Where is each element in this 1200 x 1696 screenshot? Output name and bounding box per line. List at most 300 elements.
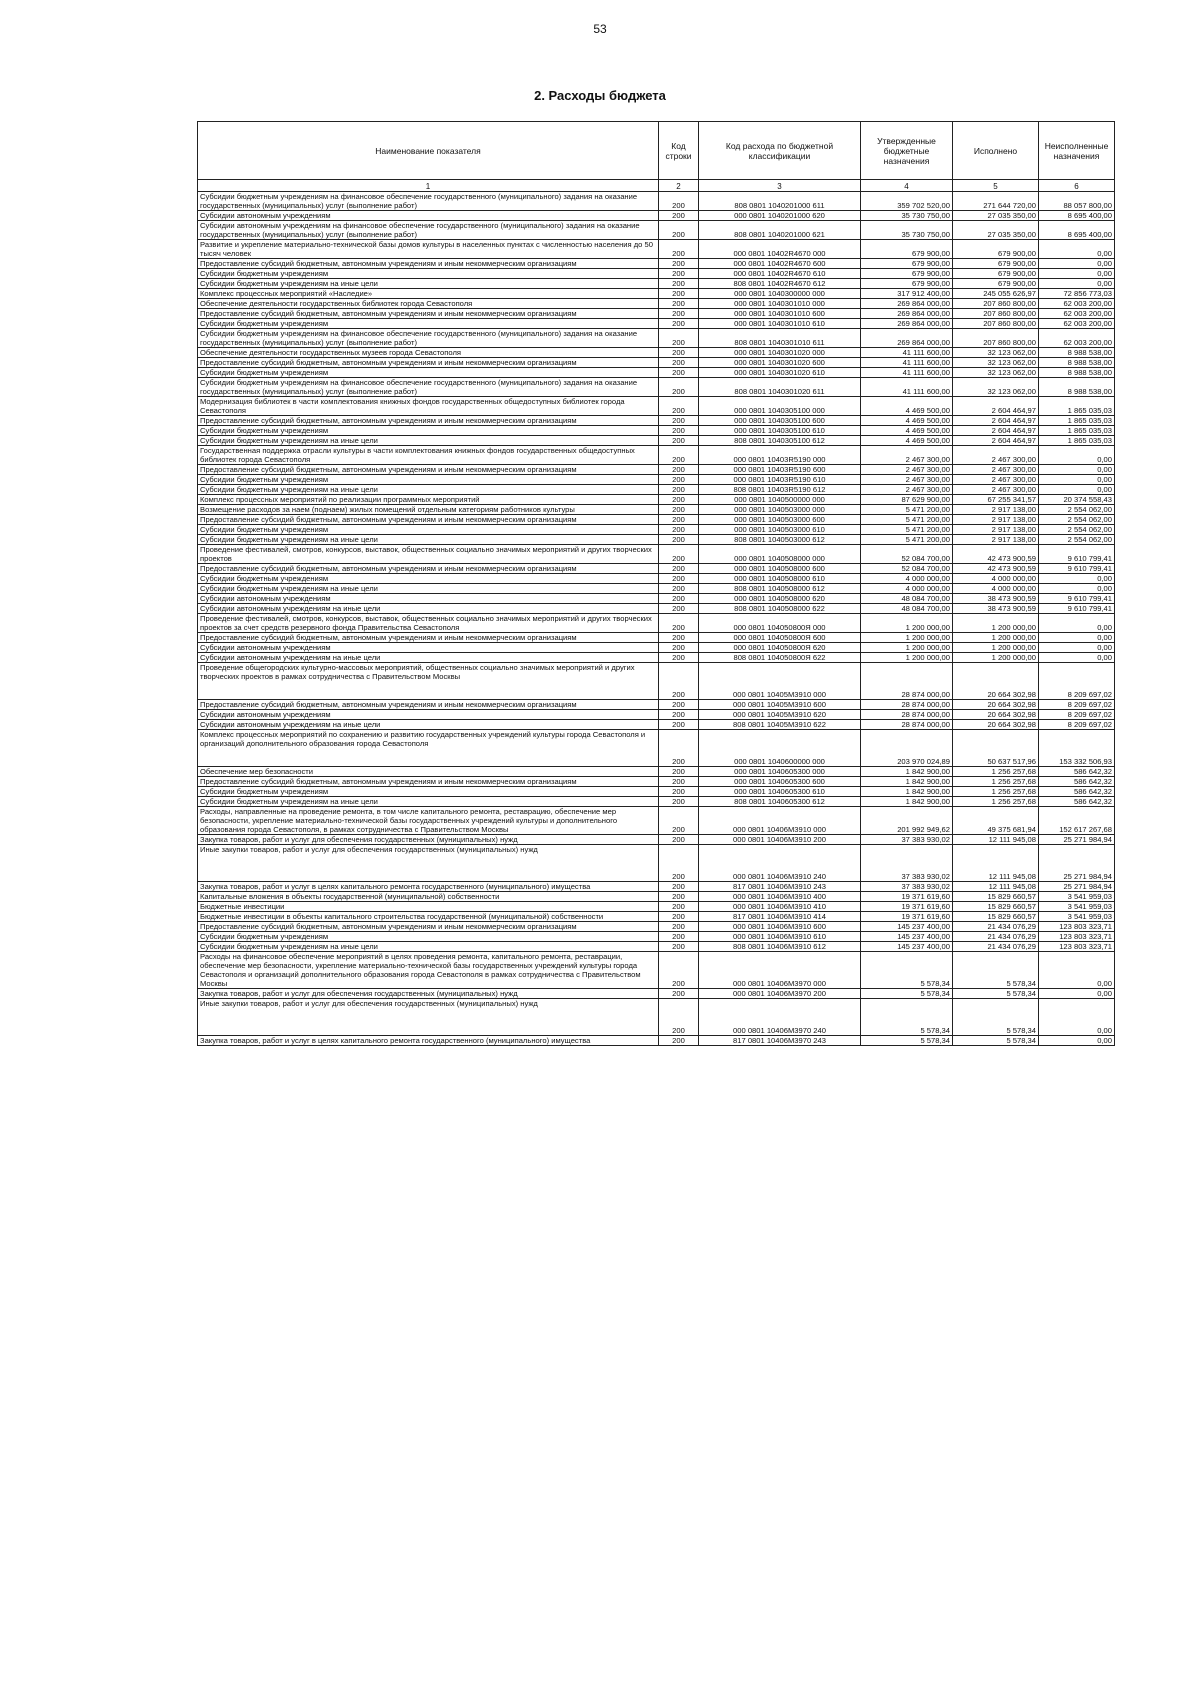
row-unexecuted-cell: 8 988 538,00 — [1039, 368, 1115, 378]
row-classification-cell: 000 0801 10406M3970 200 — [699, 989, 861, 999]
row-approved-cell: 41 111 600,00 — [861, 348, 953, 358]
row-executed-cell: 2 604 464,97 — [953, 416, 1039, 426]
row-unexecuted-cell: 0,00 — [1039, 485, 1115, 495]
row-code-cell: 200 — [659, 211, 699, 221]
row-code-cell: 200 — [659, 289, 699, 299]
row-unexecuted-cell: 0,00 — [1039, 584, 1115, 594]
row-name-cell: Расходы, направленные на проведение ремонта, в том числе капитального ремонта, реставрацию, обеспечение мер безопасности, укрепление материально-технической базы государственных учреждений культуры и дополнительного образования города Севастополя, в рамках сотрудничества с Правительством Москвы — [198, 807, 659, 835]
row-unexecuted-cell: 25 271 984,94 — [1039, 835, 1115, 845]
row-executed-cell: 2 604 464,97 — [953, 397, 1039, 416]
table-row — [198, 475, 1115, 485]
row-name-cell: Обеспечение деятельности государственных библиотек города Севастополя — [198, 299, 659, 309]
row-name-cell: Субсидии бюджетным учреждениям — [198, 426, 659, 436]
row-classification-cell: 000 0801 1040301020 600 — [699, 358, 861, 368]
row-unexecuted-cell: 586 642,32 — [1039, 787, 1115, 797]
row-code-cell: 200 — [659, 767, 699, 777]
row-name-cell: Предоставление субсидий бюджетным, автономным учреждениям и иным некоммерческим организациям — [198, 777, 659, 787]
row-approved-cell: 41 111 600,00 — [861, 378, 953, 397]
row-name-cell: Развитие и укрепление материально-технической базы домов культуры в населенных пунктах с численностью населения до 50 тысяч человек — [198, 240, 659, 259]
row-approved-cell: 5 578,34 — [861, 989, 953, 999]
row-executed-cell: 207 860 800,00 — [953, 309, 1039, 319]
row-classification-cell: 000 0801 1040301010 610 — [699, 319, 861, 329]
table-row — [198, 787, 1115, 797]
row-name-cell: Субсидии бюджетным учреждениям — [198, 368, 659, 378]
row-code-cell: 200 — [659, 653, 699, 663]
row-approved-cell: 37 383 930,02 — [861, 882, 953, 892]
row-approved-cell: 5 471 200,00 — [861, 515, 953, 525]
table-row — [198, 505, 1115, 515]
row-classification-cell: 808 0801 10403R5190 612 — [699, 485, 861, 495]
row-unexecuted-cell: 0,00 — [1039, 465, 1115, 475]
row-classification-cell: 000 0801 10405M3910 600 — [699, 700, 861, 710]
table-row — [198, 912, 1115, 922]
row-unexecuted-cell: 1 865 035,03 — [1039, 416, 1115, 426]
table-row — [198, 653, 1115, 663]
column-number: 4 — [861, 180, 953, 192]
row-approved-cell: 4 469 500,00 — [861, 426, 953, 436]
row-executed-cell: 1 200 000,00 — [953, 633, 1039, 643]
expenses-table — [197, 121, 1115, 1046]
row-approved-cell: 2 467 300,00 — [861, 485, 953, 495]
row-approved-cell: 2 467 300,00 — [861, 475, 953, 485]
row-classification-cell: 808 0801 104050800Я 622 — [699, 653, 861, 663]
row-classification-cell: 000 0801 1040508000 620 — [699, 594, 861, 604]
row-approved-cell: 2 467 300,00 — [861, 465, 953, 475]
table-row — [198, 663, 1115, 700]
table-row — [198, 604, 1115, 614]
row-name-cell: Закупка товаров, работ и услуг в целях капитального ремонта государственного (муниципального) имущества — [198, 882, 659, 892]
table-row — [198, 574, 1115, 584]
row-approved-cell: 269 864 000,00 — [861, 299, 953, 309]
row-classification-cell: 808 0801 1040605300 612 — [699, 797, 861, 807]
row-unexecuted-cell: 586 642,32 — [1039, 767, 1115, 777]
table-row — [198, 902, 1115, 912]
row-classification-cell: 000 0801 1040605300 000 — [699, 767, 861, 777]
table-row — [198, 397, 1115, 416]
table-row — [198, 309, 1115, 319]
row-classification-cell: 000 0801 1040508000 000 — [699, 545, 861, 564]
table-row — [198, 922, 1115, 932]
row-unexecuted-cell: 8 209 697,02 — [1039, 710, 1115, 720]
row-executed-cell: 2 604 464,97 — [953, 436, 1039, 446]
row-approved-cell: 4 000 000,00 — [861, 584, 953, 594]
column-number: 2 — [659, 180, 699, 192]
row-code-cell: 200 — [659, 594, 699, 604]
row-classification-cell: 000 0801 10406M3910 410 — [699, 902, 861, 912]
table-row — [198, 777, 1115, 787]
column-number-row — [198, 180, 1115, 192]
row-name-cell: Предоставление субсидий бюджетным, автономным учреждениям и иным некоммерческим организациям — [198, 922, 659, 932]
row-classification-cell: 808 0801 1040201000 621 — [699, 221, 861, 240]
row-approved-cell: 317 912 400,00 — [861, 289, 953, 299]
row-name-cell: Предоставление субсидий бюджетным, автономным учреждениям и иным некоммерческим организациям — [198, 564, 659, 574]
header-classification: Код расхода по бюджетной классификации — [699, 122, 861, 180]
row-code-cell: 200 — [659, 787, 699, 797]
row-approved-cell: 5 471 200,00 — [861, 505, 953, 515]
row-unexecuted-cell: 62 003 200,00 — [1039, 299, 1115, 309]
table-row — [198, 932, 1115, 942]
row-approved-cell: 679 900,00 — [861, 240, 953, 259]
row-name-cell: Проведение общегородских культурно-массовых мероприятий, общественных социально значимых мероприятий и других творческих проектов в рамках сотрудничества с Правительством Москвы — [198, 663, 659, 700]
row-name-cell: Предоставление субсидий бюджетным, автономным учреждениям и иным некоммерческим организациям — [198, 515, 659, 525]
row-unexecuted-cell: 0,00 — [1039, 475, 1115, 485]
row-executed-cell: 12 111 945,08 — [953, 882, 1039, 892]
row-code-cell: 200 — [659, 835, 699, 845]
row-classification-cell: 000 0801 10402R4670 000 — [699, 240, 861, 259]
row-unexecuted-cell: 0,00 — [1039, 633, 1115, 643]
row-executed-cell: 1 256 257,68 — [953, 767, 1039, 777]
table-row — [198, 535, 1115, 545]
row-executed-cell: 1 256 257,68 — [953, 787, 1039, 797]
table-row — [198, 495, 1115, 505]
row-name-cell: Закупка товаров, работ и услуг для обеспечения государственных (муниципальных) нужд — [198, 835, 659, 845]
row-executed-cell: 42 473 900,59 — [953, 545, 1039, 564]
row-code-cell: 200 — [659, 446, 699, 465]
row-code-cell: 200 — [659, 989, 699, 999]
row-classification-cell: 808 0801 1040305100 612 — [699, 436, 861, 446]
row-executed-cell: 2 604 464,97 — [953, 426, 1039, 436]
row-unexecuted-cell: 2 554 062,00 — [1039, 505, 1115, 515]
row-executed-cell: 32 123 062,00 — [953, 358, 1039, 368]
row-unexecuted-cell: 72 856 773,03 — [1039, 289, 1115, 299]
row-executed-cell: 2 467 300,00 — [953, 475, 1039, 485]
row-code-cell: 200 — [659, 797, 699, 807]
table-row — [198, 584, 1115, 594]
row-executed-cell: 32 123 062,00 — [953, 348, 1039, 358]
row-executed-cell: 679 900,00 — [953, 269, 1039, 279]
row-executed-cell: 38 473 900,59 — [953, 594, 1039, 604]
row-unexecuted-cell: 8 209 697,02 — [1039, 720, 1115, 730]
row-code-cell: 200 — [659, 240, 699, 259]
row-executed-cell: 2 917 138,00 — [953, 505, 1039, 515]
row-name-cell: Субсидии автономным учреждениям на иные цели — [198, 604, 659, 614]
row-unexecuted-cell: 0,00 — [1039, 259, 1115, 269]
row-code-cell: 200 — [659, 777, 699, 787]
row-unexecuted-cell: 62 003 200,00 — [1039, 319, 1115, 329]
row-classification-cell: 000 0801 1040301020 000 — [699, 348, 861, 358]
row-unexecuted-cell: 1 865 035,03 — [1039, 397, 1115, 416]
row-unexecuted-cell: 8 209 697,02 — [1039, 663, 1115, 700]
row-executed-cell: 5 578,34 — [953, 1036, 1039, 1046]
header-executed: Исполнено — [953, 122, 1039, 180]
row-executed-cell: 271 644 720,00 — [953, 192, 1039, 211]
row-executed-cell: 207 860 800,00 — [953, 319, 1039, 329]
row-executed-cell: 21 434 076,29 — [953, 932, 1039, 942]
table-row — [198, 378, 1115, 397]
row-name-cell: Субсидии автономным учреждениям на иные цели — [198, 720, 659, 730]
row-name-cell: Комплекс процессных мероприятий по реализации программных мероприятий — [198, 495, 659, 505]
row-approved-cell: 35 730 750,00 — [861, 221, 953, 240]
row-code-cell: 200 — [659, 942, 699, 952]
row-classification-cell: 000 0801 1040503000 600 — [699, 515, 861, 525]
row-code-cell: 200 — [659, 730, 699, 767]
row-classification-cell: 808 0801 10405M3910 622 — [699, 720, 861, 730]
row-approved-cell: 1 842 900,00 — [861, 777, 953, 787]
row-unexecuted-cell: 123 803 323,71 — [1039, 932, 1115, 942]
row-name-cell: Субсидии бюджетным учреждениям на иные цели — [198, 584, 659, 594]
row-approved-cell: 4 469 500,00 — [861, 397, 953, 416]
row-name-cell: Субсидии бюджетным учреждениям на иные цели — [198, 942, 659, 952]
row-executed-cell: 21 434 076,29 — [953, 922, 1039, 932]
table-row — [198, 348, 1115, 358]
row-unexecuted-cell: 0,00 — [1039, 1036, 1115, 1046]
row-approved-cell: 28 874 000,00 — [861, 663, 953, 700]
table-row — [198, 329, 1115, 348]
row-name-cell: Предоставление субсидий бюджетным, автономным учреждениям и иным некоммерческим организациям — [198, 259, 659, 269]
row-name-cell: Модернизация библиотек в части комплектования книжных фондов государственных общедоступных библиотек города Севастополя — [198, 397, 659, 416]
table-row — [198, 446, 1115, 465]
table-row — [198, 240, 1115, 259]
row-code-cell: 200 — [659, 309, 699, 319]
row-code-cell: 200 — [659, 426, 699, 436]
row-unexecuted-cell: 8 988 538,00 — [1039, 378, 1115, 397]
row-approved-cell: 48 084 700,00 — [861, 604, 953, 614]
row-classification-cell: 817 0801 10406M3910 243 — [699, 882, 861, 892]
row-code-cell: 200 — [659, 505, 699, 515]
row-classification-cell: 000 0801 1040305100 000 — [699, 397, 861, 416]
row-classification-cell: 817 0801 10406M3970 243 — [699, 1036, 861, 1046]
row-approved-cell: 48 084 700,00 — [861, 594, 953, 604]
row-unexecuted-cell: 9 610 799,41 — [1039, 604, 1115, 614]
row-unexecuted-cell: 1 865 035,03 — [1039, 436, 1115, 446]
table-row — [198, 465, 1115, 475]
row-name-cell: Субсидии автономным учреждениям — [198, 211, 659, 221]
row-code-cell: 200 — [659, 999, 699, 1036]
row-code-cell: 200 — [659, 604, 699, 614]
row-approved-cell: 37 383 930,02 — [861, 845, 953, 882]
row-code-cell: 200 — [659, 535, 699, 545]
table-row — [198, 485, 1115, 495]
row-classification-cell: 000 0801 10406M3970 000 — [699, 952, 861, 989]
row-approved-cell: 52 084 700,00 — [861, 545, 953, 564]
row-unexecuted-cell: 2 554 062,00 — [1039, 525, 1115, 535]
row-code-cell: 200 — [659, 279, 699, 289]
row-code-cell: 200 — [659, 378, 699, 397]
table-row — [198, 368, 1115, 378]
row-code-cell: 200 — [659, 710, 699, 720]
row-approved-cell: 5 471 200,00 — [861, 535, 953, 545]
row-classification-cell: 000 0801 1040605300 600 — [699, 777, 861, 787]
row-code-cell: 200 — [659, 358, 699, 368]
row-approved-cell: 1 200 000,00 — [861, 643, 953, 653]
row-executed-cell: 20 664 302,98 — [953, 710, 1039, 720]
row-classification-cell: 808 0801 1040301010 611 — [699, 329, 861, 348]
row-approved-cell: 87 629 900,00 — [861, 495, 953, 505]
table-row — [198, 426, 1115, 436]
row-approved-cell: 145 237 400,00 — [861, 922, 953, 932]
row-name-cell: Субсидии бюджетным учреждениям — [198, 475, 659, 485]
row-classification-cell: 000 0801 1040503000 000 — [699, 505, 861, 515]
row-approved-cell: 201 992 949,62 — [861, 807, 953, 835]
row-classification-cell: 808 0801 10406M3910 612 — [699, 942, 861, 952]
row-classification-cell: 000 0801 10406M3970 240 — [699, 999, 861, 1036]
row-approved-cell: 269 864 000,00 — [861, 329, 953, 348]
row-name-cell: Закупка товаров, работ и услуг в целях капитального ремонта государственного (муниципального) имущества — [198, 1036, 659, 1046]
row-name-cell: Проведение фестивалей, смотров, конкурсов, выставок, общественных социально значимых мероприятий и других творческих проектов за счет средств резервного фонда Правительства Севастополя — [198, 614, 659, 633]
table-row — [198, 710, 1115, 720]
row-executed-cell: 2 467 300,00 — [953, 485, 1039, 495]
row-executed-cell: 5 578,34 — [953, 999, 1039, 1036]
row-unexecuted-cell: 0,00 — [1039, 614, 1115, 633]
row-unexecuted-cell: 586 642,32 — [1039, 777, 1115, 787]
row-executed-cell: 2 917 138,00 — [953, 515, 1039, 525]
row-code-cell: 200 — [659, 192, 699, 211]
row-code-cell: 200 — [659, 952, 699, 989]
header-name: Наименование показателя — [198, 122, 659, 180]
row-unexecuted-cell: 0,00 — [1039, 952, 1115, 989]
row-classification-cell: 808 0801 1040301020 611 — [699, 378, 861, 397]
row-name-cell: Субсидии бюджетным учреждениям на финансовое обеспечение государственного (муниципального) задания на оказание государственных (муниципальных) услуг (выполнение работ) — [198, 378, 659, 397]
row-executed-cell: 1 200 000,00 — [953, 614, 1039, 633]
row-classification-cell: 000 0801 10403R5190 600 — [699, 465, 861, 475]
row-code-cell: 200 — [659, 545, 699, 564]
row-name-cell: Возмещение расходов за наем (поднаем) жилых помещений отдельным категориям работников культуры — [198, 505, 659, 515]
row-classification-cell: 000 0801 10406M3910 610 — [699, 932, 861, 942]
row-unexecuted-cell: 25 271 984,94 — [1039, 845, 1115, 882]
row-name-cell: Субсидии бюджетным учреждениям на иные цели — [198, 485, 659, 495]
row-code-cell: 200 — [659, 416, 699, 426]
row-code-cell: 200 — [659, 485, 699, 495]
row-name-cell: Иные закупки товаров, работ и услуг для обеспечения государственных (муниципальных) нужд — [198, 999, 659, 1036]
row-classification-cell: 000 0801 10402R4670 610 — [699, 269, 861, 279]
row-classification-cell: 000 0801 1040301010 600 — [699, 309, 861, 319]
row-classification-cell: 000 0801 10406M3910 000 — [699, 807, 861, 835]
row-classification-cell: 000 0801 10405M3910 620 — [699, 710, 861, 720]
table-row — [198, 289, 1115, 299]
row-approved-cell: 1 200 000,00 — [861, 614, 953, 633]
row-unexecuted-cell: 8 209 697,02 — [1039, 700, 1115, 710]
row-unexecuted-cell: 0,00 — [1039, 279, 1115, 289]
row-classification-cell: 000 0801 10406M3910 240 — [699, 845, 861, 882]
row-executed-cell: 2 917 138,00 — [953, 535, 1039, 545]
row-executed-cell: 2 467 300,00 — [953, 446, 1039, 465]
row-executed-cell: 42 473 900,59 — [953, 564, 1039, 574]
row-classification-cell: 000 0801 10403R5190 610 — [699, 475, 861, 485]
table-row — [198, 767, 1115, 777]
table-row — [198, 279, 1115, 289]
row-unexecuted-cell: 3 541 959,03 — [1039, 912, 1115, 922]
row-name-cell: Субсидии бюджетным учреждениям на иные цели — [198, 279, 659, 289]
table-row — [198, 319, 1115, 329]
row-approved-cell: 19 371 619,60 — [861, 902, 953, 912]
row-unexecuted-cell: 8 695 400,00 — [1039, 211, 1115, 221]
row-name-cell: Государственная поддержка отрасли культуры в части комплектования книжных фондов государственных общедоступных библиотек города Севастополя — [198, 446, 659, 465]
row-name-cell: Капитальные вложения в объекты государственной (муниципальной) собственности — [198, 892, 659, 902]
table-row — [198, 952, 1115, 989]
row-name-cell: Субсидии автономным учреждениям на финансовое обеспечение государственного (муниципального) задания на оказание государственных (муниципальных) услуг (выполнение работ) — [198, 221, 659, 240]
row-classification-cell: 000 0801 1040503000 610 — [699, 525, 861, 535]
row-name-cell: Субсидии бюджетным учреждениям на финансовое обеспечение государственного (муниципального) задания на оказание государственных (муниципальных) услуг (выполнение работ) — [198, 329, 659, 348]
table-row — [198, 989, 1115, 999]
row-executed-cell: 20 664 302,98 — [953, 700, 1039, 710]
row-approved-cell: 41 111 600,00 — [861, 368, 953, 378]
row-code-cell: 200 — [659, 495, 699, 505]
table-row — [198, 259, 1115, 269]
table-row — [198, 797, 1115, 807]
row-name-cell: Бюджетные инвестиции в объекты капитального строительства государственной (муниципальной) собственности — [198, 912, 659, 922]
table-row — [198, 436, 1115, 446]
row-executed-cell: 679 900,00 — [953, 279, 1039, 289]
row-name-cell: Предоставление субсидий бюджетным, автономным учреждениям и иным некоммерческим организациям — [198, 465, 659, 475]
row-executed-cell: 4 000 000,00 — [953, 574, 1039, 584]
row-executed-cell: 38 473 900,59 — [953, 604, 1039, 614]
row-unexecuted-cell: 0,00 — [1039, 574, 1115, 584]
row-code-cell: 200 — [659, 932, 699, 942]
table-row — [198, 416, 1115, 426]
row-approved-cell: 359 702 520,00 — [861, 192, 953, 211]
row-executed-cell: 15 829 660,57 — [953, 892, 1039, 902]
row-approved-cell: 52 084 700,00 — [861, 564, 953, 574]
row-executed-cell: 5 578,34 — [953, 952, 1039, 989]
row-unexecuted-cell: 0,00 — [1039, 653, 1115, 663]
table-row — [198, 564, 1115, 574]
row-unexecuted-cell: 25 271 984,94 — [1039, 882, 1115, 892]
row-unexecuted-cell: 8 988 538,00 — [1039, 358, 1115, 368]
row-executed-cell: 207 860 800,00 — [953, 329, 1039, 348]
row-name-cell: Предоставление субсидий бюджетным, автономным учреждениям и иным некоммерческим организациям — [198, 700, 659, 710]
row-unexecuted-cell: 3 541 959,03 — [1039, 892, 1115, 902]
row-approved-cell: 1 200 000,00 — [861, 633, 953, 643]
page-number: 53 — [593, 22, 607, 36]
row-name-cell: Субсидии бюджетным учреждениям — [198, 787, 659, 797]
row-unexecuted-cell: 62 003 200,00 — [1039, 329, 1115, 348]
row-classification-cell: 808 0801 1040201000 611 — [699, 192, 861, 211]
row-unexecuted-cell: 0,00 — [1039, 446, 1115, 465]
table-row — [198, 221, 1115, 240]
row-approved-cell: 35 730 750,00 — [861, 211, 953, 221]
row-classification-cell: 000 0801 1040605300 610 — [699, 787, 861, 797]
row-unexecuted-cell: 123 803 323,71 — [1039, 942, 1115, 952]
row-code-cell: 200 — [659, 807, 699, 835]
row-name-cell: Субсидии автономным учреждениям — [198, 710, 659, 720]
row-unexecuted-cell: 8 988 538,00 — [1039, 348, 1115, 358]
row-name-cell: Субсидии бюджетным учреждениям — [198, 269, 659, 279]
row-executed-cell: 1 200 000,00 — [953, 653, 1039, 663]
row-executed-cell: 67 255 341,57 — [953, 495, 1039, 505]
row-unexecuted-cell: 2 554 062,00 — [1039, 515, 1115, 525]
row-code-cell: 200 — [659, 348, 699, 358]
table-row — [198, 730, 1115, 767]
column-number: 6 — [1039, 180, 1115, 192]
row-executed-cell: 15 829 660,57 — [953, 912, 1039, 922]
column-number: 5 — [953, 180, 1039, 192]
row-classification-cell: 000 0801 10406M3910 200 — [699, 835, 861, 845]
row-approved-cell: 37 383 930,02 — [861, 835, 953, 845]
row-code-cell: 200 — [659, 475, 699, 485]
row-approved-cell: 28 874 000,00 — [861, 710, 953, 720]
row-name-cell: Иные закупки товаров, работ и услуг для обеспечения государственных (муниципальных) нужд — [198, 845, 659, 882]
row-approved-cell: 1 842 900,00 — [861, 767, 953, 777]
row-classification-cell: 808 0801 1040508000 612 — [699, 584, 861, 594]
row-executed-cell: 27 035 350,00 — [953, 211, 1039, 221]
table-row — [198, 643, 1115, 653]
row-approved-cell: 19 371 619,60 — [861, 892, 953, 902]
header-code: Код строки — [659, 122, 699, 180]
row-approved-cell: 1 842 900,00 — [861, 787, 953, 797]
row-name-cell: Предоставление субсидий бюджетным, автономным учреждениям и иным некоммерческим организациям — [198, 309, 659, 319]
row-approved-cell: 1 200 000,00 — [861, 653, 953, 663]
row-unexecuted-cell: 8 695 400,00 — [1039, 221, 1115, 240]
row-unexecuted-cell: 0,00 — [1039, 999, 1115, 1036]
row-classification-cell: 808 0801 10402R4670 612 — [699, 279, 861, 289]
row-code-cell: 200 — [659, 319, 699, 329]
row-executed-cell: 12 111 945,08 — [953, 845, 1039, 882]
table-row — [198, 892, 1115, 902]
row-executed-cell: 27 035 350,00 — [953, 221, 1039, 240]
row-name-cell: Проведение фестивалей, смотров, конкурсов, выставок, общественных социально значимых мероприятий и других творческих проектов — [198, 545, 659, 564]
row-code-cell: 200 — [659, 902, 699, 912]
row-code-cell: 200 — [659, 515, 699, 525]
